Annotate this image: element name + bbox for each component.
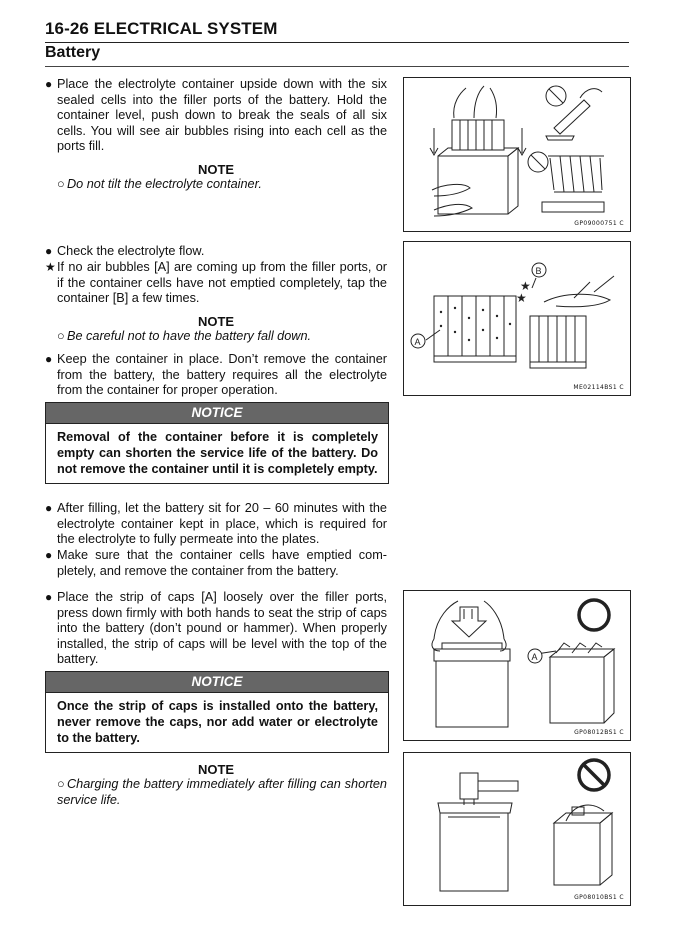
label-a: A xyxy=(531,652,538,662)
battery-with-container-illustration xyxy=(430,86,526,216)
note-heading: NOTE xyxy=(197,162,235,177)
circle-bullet-icon: ○ xyxy=(57,329,65,343)
bullet-icon: ● xyxy=(45,352,53,366)
star-icon: ★ xyxy=(45,260,56,274)
bullet-icon: ● xyxy=(45,548,53,562)
notice-text: Once the strip of caps is installed onto the battery, never remove the caps, nor add water or electrolyte to the battery. xyxy=(57,699,378,745)
section-title: Battery xyxy=(45,44,101,61)
properly-seated-caps-illustration xyxy=(528,600,614,723)
note-fall: ○ Be careful not to have the battery fall down. xyxy=(57,329,312,343)
bullet-icon: ● xyxy=(45,501,53,515)
hammer-on-battery-illustration xyxy=(438,773,518,891)
notice-box-caps xyxy=(45,671,389,753)
figure-seat-caps xyxy=(403,590,631,741)
figure-fill-container xyxy=(403,77,631,232)
bullet-icon: ● xyxy=(45,77,53,91)
bullet-icon: ● xyxy=(45,590,53,604)
label-a: A xyxy=(414,337,421,347)
pressing-caps-illustration xyxy=(432,601,510,727)
notice-heading: NOTICE xyxy=(46,672,388,693)
notice-box-removal xyxy=(45,402,389,484)
svg-text:★: ★ xyxy=(520,279,531,293)
circle-bullet-icon: ○ xyxy=(57,177,65,191)
figure-code: GP08010BS1 C xyxy=(574,894,624,901)
figure-no-hammer xyxy=(403,752,631,906)
prohibited-battery-illustration xyxy=(554,760,612,885)
bullet-icon: ● xyxy=(45,244,53,258)
figure-code: ME02114BS1 C xyxy=(573,384,624,391)
battery-cells-bubbles-illustration xyxy=(411,296,516,362)
note-tilt: ○ Do not tilt the electrolyte container. xyxy=(57,177,262,191)
notice-text: Removal of the container before it is completely empty can shorten the service life of the battery. Do not remove the container until it is completely empty. xyxy=(57,430,378,476)
svg-text:★: ★ xyxy=(516,291,527,305)
label-b: B xyxy=(535,266,542,276)
crushed-container-illustration xyxy=(528,152,604,212)
section-divider xyxy=(45,66,629,67)
tapping-container-illustration xyxy=(516,263,614,368)
notice-heading: NOTICE xyxy=(46,403,388,424)
figure-code: GP09000751 C xyxy=(574,220,624,227)
note-charging: ○ Charging the battery immediately after filling can shorten service life. xyxy=(57,777,387,807)
circle-bullet-icon: ○ xyxy=(57,777,65,791)
header-divider xyxy=(45,42,629,43)
figure-code: GP08012BS1 C xyxy=(574,729,624,736)
note-heading: NOTE xyxy=(197,314,235,329)
note-heading: NOTE xyxy=(197,762,235,777)
figure-electrolyte-flow xyxy=(403,241,631,396)
tilted-container-illustration xyxy=(546,86,602,140)
page-title: 16-26 ELECTRICAL SYSTEM xyxy=(45,19,278,38)
